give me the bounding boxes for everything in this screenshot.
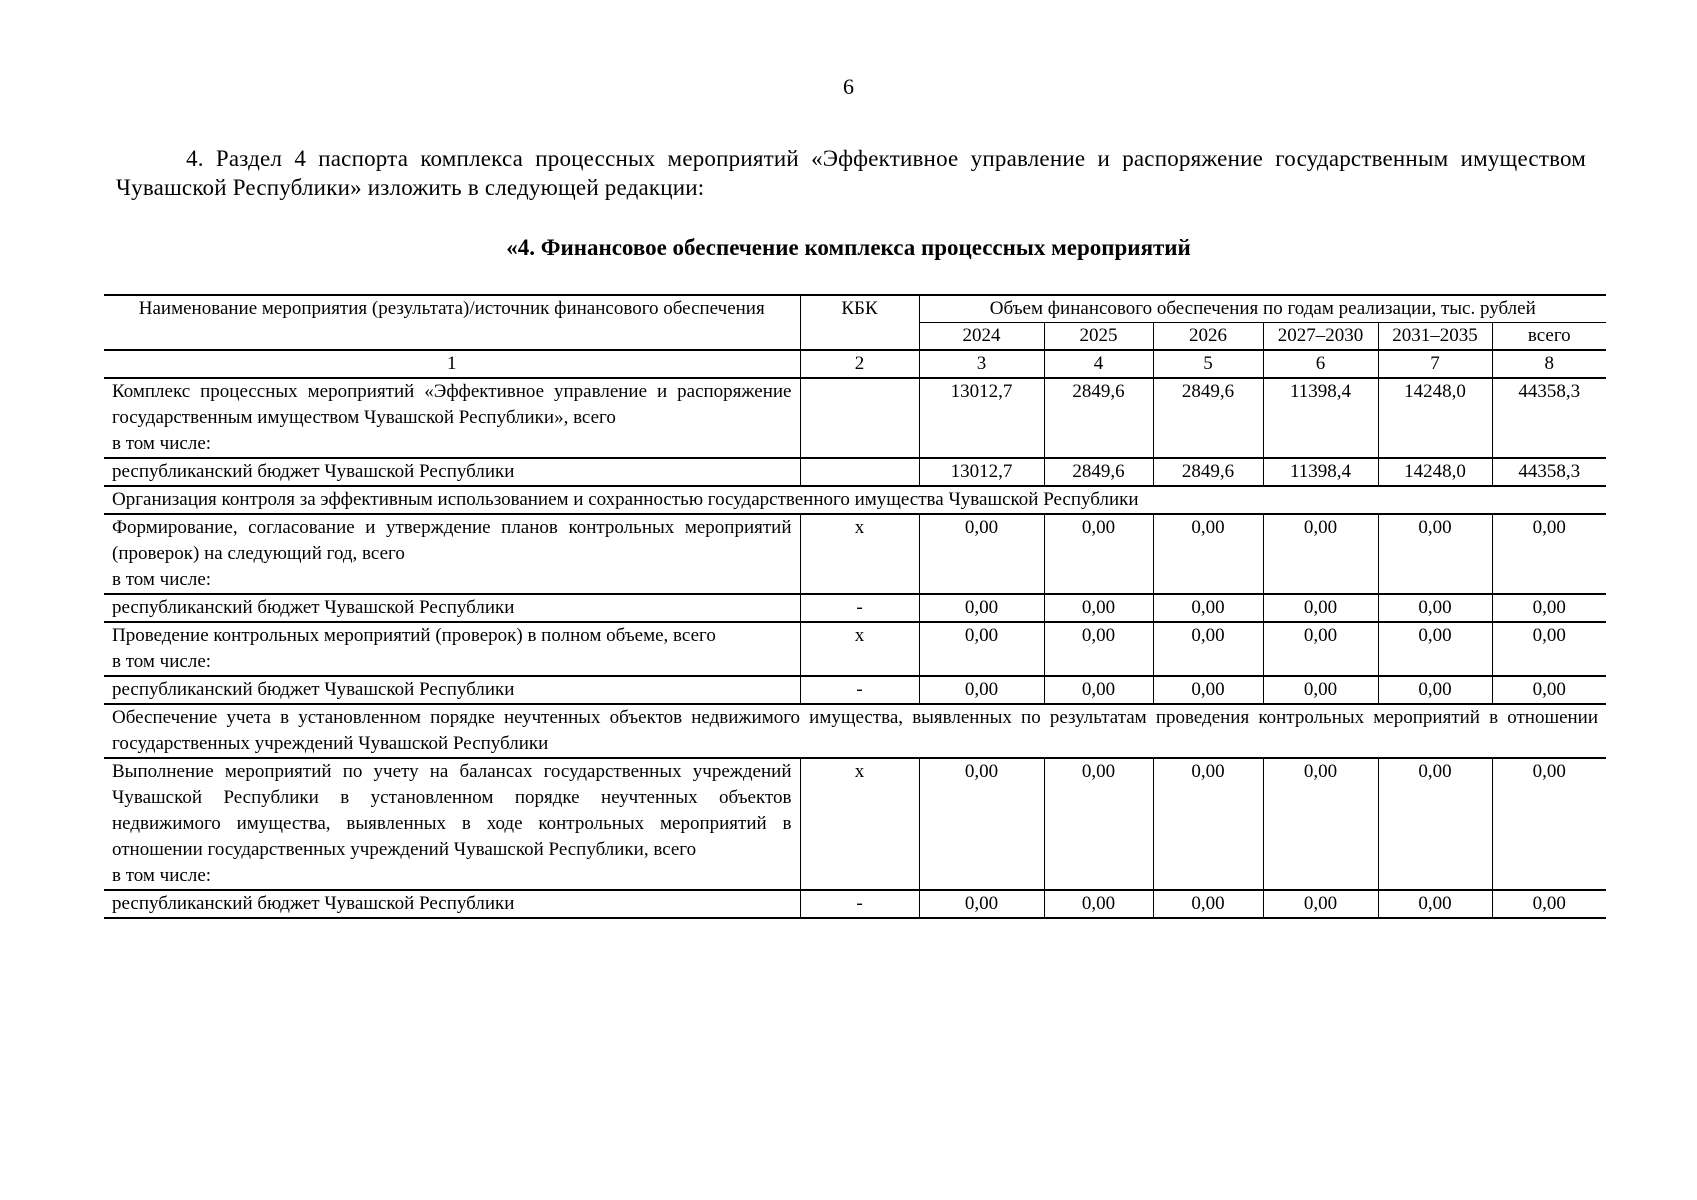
row-value: 44358,3 xyxy=(1492,458,1606,486)
row-name xyxy=(104,622,800,676)
section-row xyxy=(104,704,1606,758)
header-kbk: КБК xyxy=(800,295,919,350)
page-number: 6 xyxy=(843,74,854,99)
row-sub-label: в том числе: xyxy=(112,651,212,672)
row-value: 14248,0 xyxy=(1378,378,1492,458)
row-value: 0,00 xyxy=(1153,758,1263,890)
row-kbk: х xyxy=(800,758,919,890)
row-value: 0,00 xyxy=(1153,890,1263,918)
row-value: 0,00 xyxy=(1263,676,1378,704)
row-value: 0,00 xyxy=(1044,514,1153,594)
row-value: 0,00 xyxy=(1492,758,1606,890)
row-value: 2849,6 xyxy=(1153,458,1263,486)
row-kbk: - xyxy=(800,594,919,622)
row-name: республиканский бюджет Чувашской Республики xyxy=(104,890,800,918)
row-value: 0,00 xyxy=(1492,890,1606,918)
financing-table xyxy=(104,294,1606,919)
row-sub-label: в том числе: xyxy=(112,569,212,590)
table-row xyxy=(104,458,1606,486)
column-number: 2 xyxy=(800,350,919,378)
row-value: 0,00 xyxy=(1492,514,1606,594)
header-year: 2025 xyxy=(1044,323,1153,351)
column-number: 6 xyxy=(1263,350,1378,378)
header-year: 2031–2035 xyxy=(1378,323,1492,351)
row-value: 44358,3 xyxy=(1492,378,1606,458)
row-value: 0,00 xyxy=(919,594,1044,622)
table-row xyxy=(104,378,1606,458)
row-value: 0,00 xyxy=(919,676,1044,704)
header-row xyxy=(104,295,1606,323)
row-kbk: - xyxy=(800,676,919,704)
row-value: 0,00 xyxy=(1378,676,1492,704)
row-name-text: Проведение контрольных мероприятий (проверок) в полном объеме, всего xyxy=(112,625,716,646)
row-value: 13012,7 xyxy=(919,378,1044,458)
row-name: республиканский бюджет Чувашской Республики xyxy=(104,458,800,486)
row-value: 0,00 xyxy=(919,622,1044,676)
row-value: 0,00 xyxy=(1263,622,1378,676)
table-row xyxy=(104,758,1606,890)
row-kbk xyxy=(800,378,919,458)
table-row xyxy=(104,514,1606,594)
row-value: 0,00 xyxy=(1153,514,1263,594)
row-value: 11398,4 xyxy=(1263,458,1378,486)
row-value: 0,00 xyxy=(919,514,1044,594)
row-value: 0,00 xyxy=(919,890,1044,918)
header-year: 2027–2030 xyxy=(1263,323,1378,351)
row-value: 0,00 xyxy=(1263,890,1378,918)
row-value: 14248,0 xyxy=(1378,458,1492,486)
row-value: 0,00 xyxy=(1378,758,1492,890)
row-value: 0,00 xyxy=(1263,514,1378,594)
column-number: 4 xyxy=(1044,350,1153,378)
section-heading: «4. Финансовое обеспечение комплекса процессных мероприятий xyxy=(506,235,1191,260)
row-value: 0,00 xyxy=(1044,622,1153,676)
table-row xyxy=(104,622,1606,676)
row-kbk: - xyxy=(800,890,919,918)
row-value: 0,00 xyxy=(1153,622,1263,676)
row-value: 0,00 xyxy=(1492,676,1606,704)
section-title: Обеспечение учета в установленном порядке неучтенных объектов недвижимого имущества, выявленных по результатам проведения контрольных мероприятий в отношении государственных учреждений Чувашской Республики xyxy=(104,704,1606,758)
row-name xyxy=(104,758,800,890)
column-number: 8 xyxy=(1492,350,1606,378)
header-year: 2024 xyxy=(919,323,1044,351)
row-value: 13012,7 xyxy=(919,458,1044,486)
row-value: 0,00 xyxy=(1378,890,1492,918)
section-row xyxy=(104,486,1606,514)
row-name: республиканский бюджет Чувашской Республики xyxy=(104,594,800,622)
table-row xyxy=(104,890,1606,918)
row-value: 0,00 xyxy=(1378,622,1492,676)
row-value: 0,00 xyxy=(1153,676,1263,704)
column-number-row xyxy=(104,350,1606,378)
row-value: 0,00 xyxy=(1492,622,1606,676)
section-title: Организация контроля за эффективным использованием и сохранностью государственного имущества Чувашской Республики xyxy=(104,486,1606,514)
row-value: 0,00 xyxy=(1153,594,1263,622)
header-name: Наименование мероприятия (результата)/источник финансового обеспечения xyxy=(104,295,800,350)
row-name-text: Формирование, согласование и утверждение планов контрольных мероприятий (проверок) на следующий год, всего xyxy=(112,517,792,564)
row-value: 2849,6 xyxy=(1153,378,1263,458)
row-value: 0,00 xyxy=(1263,594,1378,622)
row-value: 0,00 xyxy=(1492,594,1606,622)
row-value: 0,00 xyxy=(1378,594,1492,622)
row-value: 2849,6 xyxy=(1044,378,1153,458)
row-value: 0,00 xyxy=(1044,758,1153,890)
column-number: 5 xyxy=(1153,350,1263,378)
row-sub-label: в том числе: xyxy=(112,865,212,886)
row-value: 2849,6 xyxy=(1044,458,1153,486)
table-row xyxy=(104,676,1606,704)
row-name-text: Комплекс процессных мероприятий «Эффективное управление и распоряжение государственным имуществом Чувашской Республики», всего xyxy=(112,381,792,428)
row-name xyxy=(104,378,800,458)
row-value: 0,00 xyxy=(1044,676,1153,704)
column-number: 7 xyxy=(1378,350,1492,378)
row-value: 0,00 xyxy=(1263,758,1378,890)
row-name: республиканский бюджет Чувашской Республики xyxy=(104,676,800,704)
header-volume: Объем финансового обеспечения по годам реализации, тыс. рублей xyxy=(919,295,1606,323)
column-number: 3 xyxy=(919,350,1044,378)
header-year: всего xyxy=(1492,323,1606,351)
row-kbk: х xyxy=(800,622,919,676)
row-value: 0,00 xyxy=(919,758,1044,890)
row-value: 0,00 xyxy=(1378,514,1492,594)
row-name xyxy=(104,514,800,594)
row-name-text: Выполнение мероприятий по учету на балансах государственных учреждений Чувашской Республики в установленном порядке неучтенных объектов недвижимого имущества, выявленных в ходе контрольных мероприятий в отношении государственных учреждений Чувашской Республики, всего xyxy=(112,761,792,860)
header-year: 2026 xyxy=(1153,323,1263,351)
row-value: 0,00 xyxy=(1044,594,1153,622)
table-row xyxy=(104,594,1606,622)
intro-paragraph: 4. Раздел 4 паспорта комплекса процессных мероприятий «Эффективное управление и распоряжение государственным имуществом Чувашской Республики» изложить в следующей редакции: xyxy=(116,146,1586,200)
row-value: 0,00 xyxy=(1044,890,1153,918)
row-value: 11398,4 xyxy=(1263,378,1378,458)
row-sub-label: в том числе: xyxy=(112,433,212,454)
row-kbk: х xyxy=(800,514,919,594)
row-kbk xyxy=(800,458,919,486)
column-number: 1 xyxy=(104,350,800,378)
